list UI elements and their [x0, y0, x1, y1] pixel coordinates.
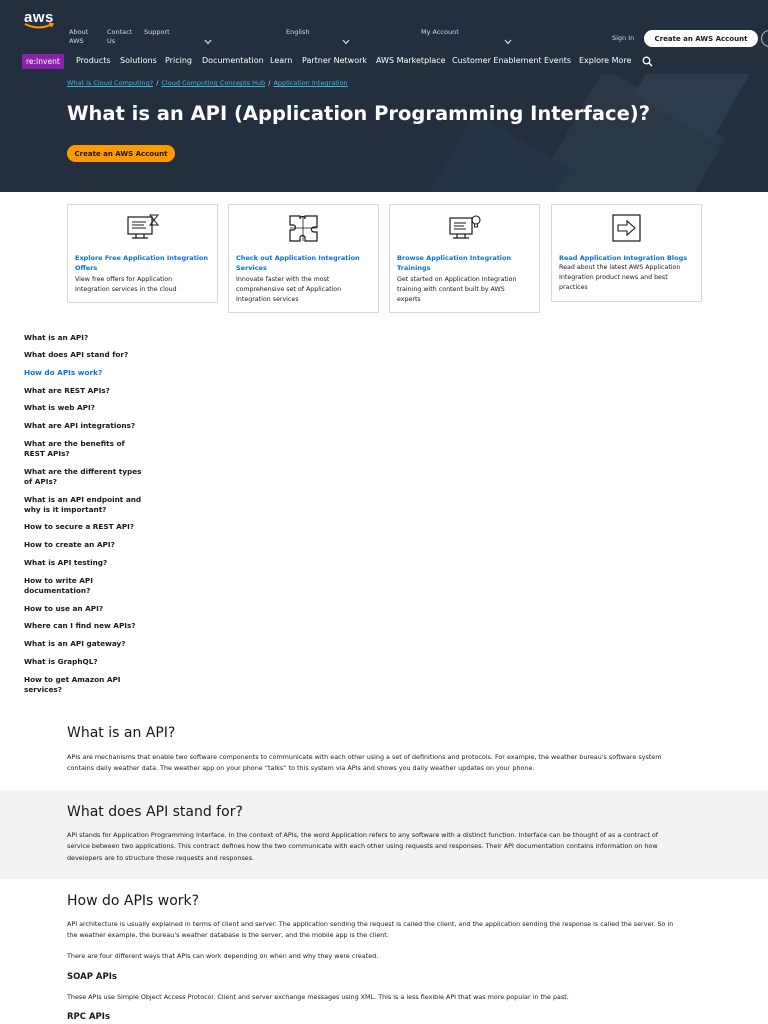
- toc-item[interactable]: How to get Amazon API services?: [24, 675, 121, 694]
- card-services[interactable]: [228, 204, 379, 313]
- section-heading: What does API stand for?: [67, 804, 243, 820]
- nav-customer-enablement[interactable]: Customer Enablement: [452, 56, 542, 65]
- hero-create-account-button[interactable]: Create an AWS Account: [67, 145, 175, 162]
- subsection-heading: RPC APIs: [67, 1012, 111, 1022]
- top-header: [0, 0, 768, 50]
- breadcrumb-link[interactable]: Cloud Computing Concepts Hub: [161, 79, 266, 87]
- section-heading: What is an API?: [67, 725, 176, 741]
- toc-item[interactable]: What does API stand for?: [24, 350, 129, 359]
- section-what-does-api-stand-for: [0, 790, 768, 879]
- card-trainings[interactable]: [389, 204, 540, 313]
- breadcrumb-separator: /: [156, 79, 159, 87]
- search-pill[interactable]: [761, 30, 768, 47]
- card-title[interactable]: Check out Application Integration Services: [236, 254, 360, 272]
- section-paragraph: These APIs use Simple Object Access Protocol. Client and server exchange messages using XML. This is a less flexible API that was more popular in the past.: [67, 993, 569, 1001]
- toc-item[interactable]: How to write API documentation?: [24, 576, 93, 595]
- toc-item[interactable]: How to use an API?: [24, 604, 104, 613]
- nav-solutions[interactable]: Solutions: [120, 56, 157, 65]
- nav-explore-more[interactable]: Explore More: [579, 56, 632, 65]
- nav-products[interactable]: Products: [76, 56, 111, 65]
- card-blogs[interactable]: [551, 204, 702, 302]
- section-paragraph: API architecture is usually explained in terms of client and server. The application sending the request is called the client, and the application sending the response is called the server. So in the weather example, the bureau's weather database is the server, and the mobile app is the client.: [67, 920, 674, 940]
- aws-logo[interactable]: aws: [24, 7, 56, 29]
- card-title[interactable]: Read Application Integration Blogs: [559, 254, 688, 262]
- training-icon: [448, 213, 482, 243]
- console-icon: [126, 213, 160, 243]
- arrow-blog-icon: [610, 213, 644, 243]
- chevron-down-icon[interactable]: [504, 39, 512, 45]
- toc-item[interactable]: What is an API gateway?: [24, 639, 126, 648]
- search-icon[interactable]: [642, 56, 653, 67]
- breadcrumb-link[interactable]: What is Cloud Computing?: [67, 79, 154, 87]
- main-nav: [0, 50, 768, 74]
- sign-in-link[interactable]: Sign In: [612, 34, 635, 42]
- card-title[interactable]: Browse Application Integration Trainings: [397, 254, 512, 272]
- toc-item[interactable]: Where can I find new APIs?: [24, 621, 136, 630]
- toc-item[interactable]: How to create an API?: [24, 540, 115, 549]
- toc-item[interactable]: What are REST APIs?: [24, 386, 110, 395]
- my-account-menu[interactable]: My Account: [421, 28, 459, 36]
- breadcrumb-separator: /: [268, 79, 271, 87]
- card-free-offers[interactable]: [67, 204, 218, 303]
- section-heading: How do APIs work?: [67, 893, 200, 909]
- section-paragraph: There are four different ways that APIs can work depending on when and why they were created.: [67, 952, 379, 960]
- puzzle-icon: [287, 213, 321, 243]
- nav-aws-marketplace[interactable]: AWS Marketplace: [376, 56, 446, 65]
- about-aws-link[interactable]: About AWS: [69, 28, 89, 45]
- toc-item[interactable]: What are the benefits of REST APIs?: [24, 439, 125, 458]
- chevron-down-icon[interactable]: [342, 39, 350, 45]
- language-selector[interactable]: English: [286, 28, 310, 36]
- contact-us-link[interactable]: Contact Us: [107, 28, 133, 45]
- toc-item[interactable]: What are API integrations?: [24, 421, 136, 430]
- chevron-down-icon[interactable]: [204, 39, 212, 45]
- card-description: Read about the latest AWS Application Integration product news and best practices: [559, 264, 681, 291]
- toc-item[interactable]: What is web API?: [24, 403, 95, 412]
- page-title: What is an API (Application Programming Interface)?: [67, 102, 651, 125]
- card-description: Innovate faster with the most comprehensive set of Application Integration services: [236, 276, 342, 303]
- nav-learn[interactable]: Learn: [270, 56, 293, 65]
- support-link[interactable]: Support: [144, 28, 170, 36]
- reinvent-badge[interactable]: re:Invent: [22, 54, 64, 69]
- toc-item[interactable]: What is an API endpoint and why is it important?: [24, 495, 142, 514]
- breadcrumb-link[interactable]: Application Integration: [273, 79, 348, 87]
- section-paragraph: APIs are mechanisms that enable two software components to communicate with each other using a set of definitions and protocols. For example, the weather bureau's software system contains daily weather data. The weather app on your phone “talks” to this system via APIs and shows you daily weather updates on your phone.: [67, 753, 662, 773]
- nav-events[interactable]: Events: [544, 56, 572, 65]
- card-title[interactable]: Explore Free Application Integration Offers: [75, 254, 209, 272]
- hero-banner: [0, 74, 768, 192]
- toc-item[interactable]: What is an API?: [24, 333, 89, 342]
- section-paragraph: API stands for Application Programming Interface. In the context of APIs, the word Application refers to any software with a distinct function. Interface can be thought of as a contract of service between two applications. This contract defines how the two communicate with each other using requests and responses. Their API documentation contains information on how developers are to structure those requests and responses.: [67, 831, 659, 862]
- toc-item[interactable]: How to secure a REST API?: [24, 522, 135, 531]
- subsection-heading: SOAP APIs: [67, 972, 117, 982]
- nav-partner-network[interactable]: Partner Network: [302, 56, 368, 65]
- nav-pricing[interactable]: Pricing: [165, 56, 192, 65]
- card-description: View free offers for Application Integration services in the cloud: [75, 276, 177, 293]
- create-account-button[interactable]: Create an AWS Account: [644, 30, 758, 47]
- toc-item[interactable]: What are the different types of APIs?: [24, 467, 142, 486]
- toc-item[interactable]: What is API testing?: [24, 558, 108, 567]
- card-description: Get started on Application Integration training with content built by AWS experts: [397, 276, 517, 303]
- toc-item[interactable]: What is GraphQL?: [24, 657, 98, 666]
- nav-documentation[interactable]: Documentation: [202, 56, 264, 65]
- toc-item-active[interactable]: How do APIs work?: [24, 368, 103, 377]
- aws-smile-icon: [24, 22, 54, 30]
- breadcrumb: [67, 79, 348, 87]
- hero-decoration: [420, 114, 570, 192]
